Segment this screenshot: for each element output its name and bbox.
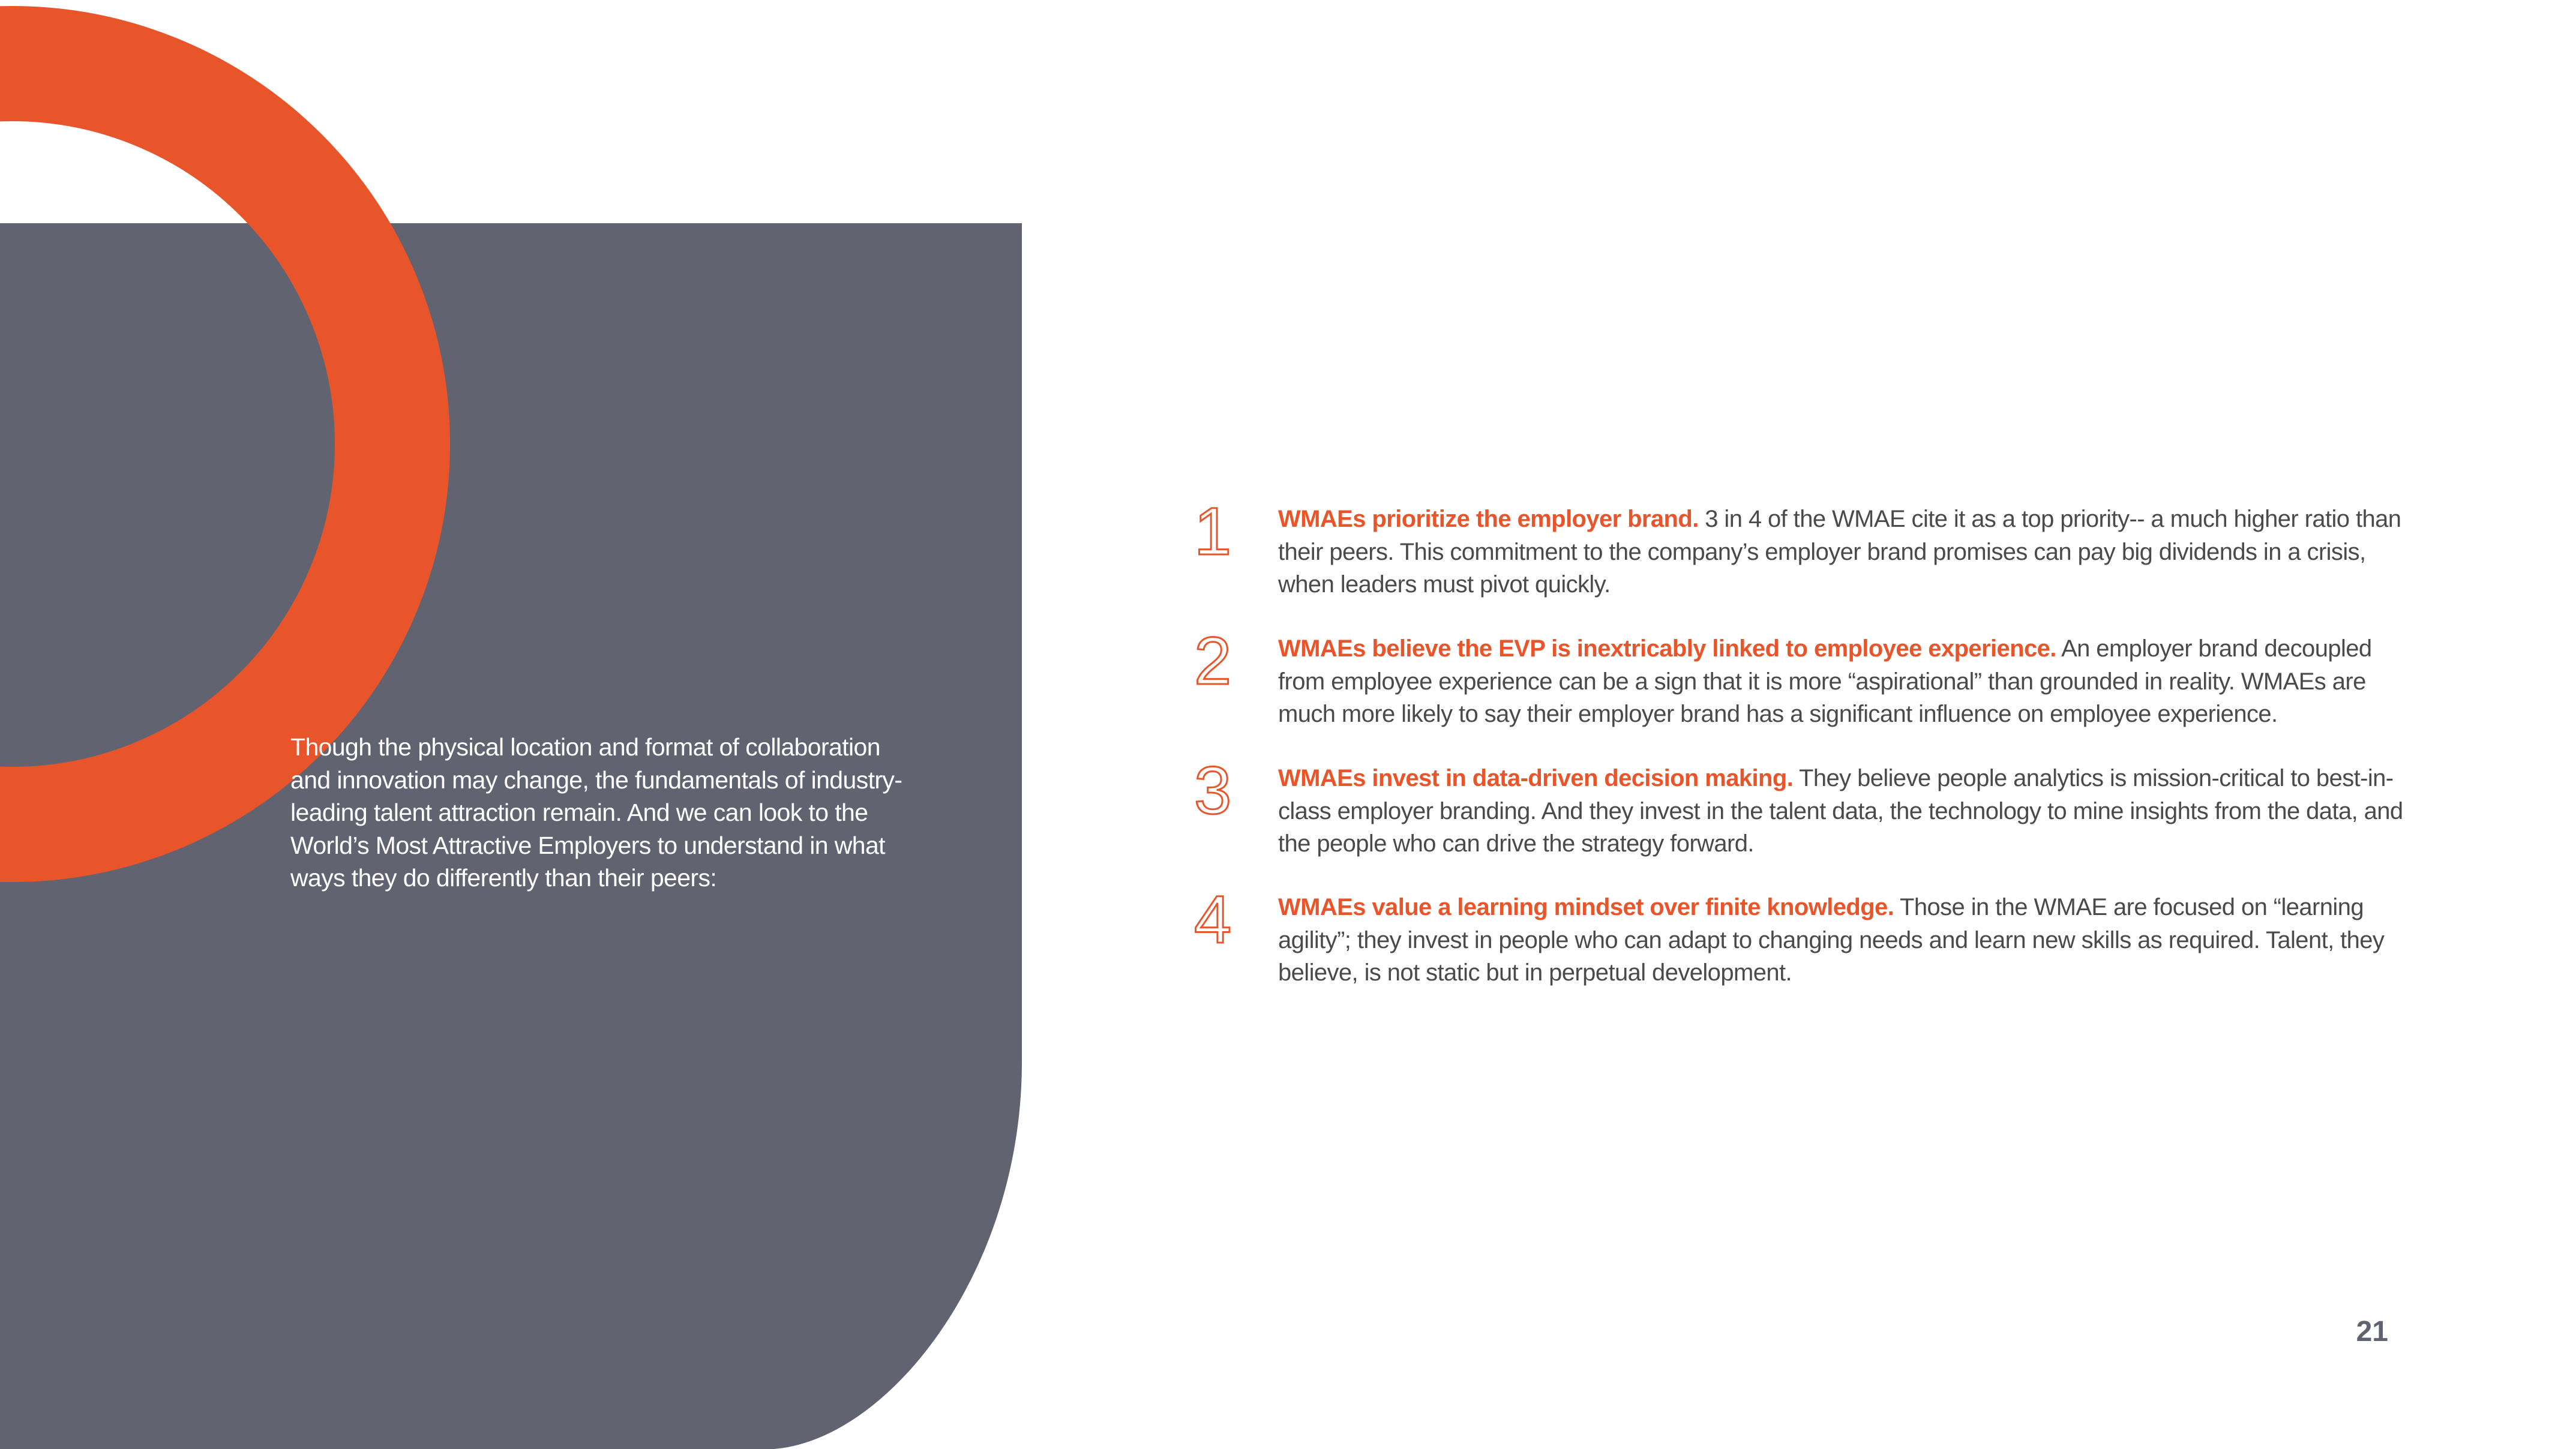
item-text [1278, 503, 2406, 601]
item-body: They believe people analytics is mission-critical to best-in-class employer branding. And they invest in the talent data, the technology to mine insights from the data, and the people who can drive the strategy forward. [1278, 765, 2403, 857]
item-body: An employer brand decoupled from employee experience can be a sign that it is more “aspirational” than grounded in reality. WMAEs are much more likely to say their employer brand has a significant influence on employee experience. [1278, 635, 2372, 727]
page-number: 21 [2356, 1316, 2388, 1348]
intro-text: Though the physical location and format of collaboration and innovation may change, the fundamentals of industry-leading talent attraction remain. And we can look to the World’s Most Attractive Employers to understand in what ways they do differently than their peers: [290, 733, 902, 892]
item-number: 1 [1194, 494, 1232, 569]
item-lead: WMAEs prioritize the employer brand. [1278, 506, 1699, 532]
item-lead: WMAEs believe the EVP is inextricably linked to employee experience. [1278, 635, 2056, 662]
item-body: 3 in 4 of the WMAE cite it as a top priority-- a much higher ratio than their peers. This commitment to the company’s employer brand promises can pay big dividends in a crisis, when leaders must pivot quickly. [1278, 506, 2401, 598]
item-lead: WMAEs invest in data-driven decision making. [1278, 765, 1794, 791]
item-lead: WMAEs value a learning mindset over finite knowledge. [1278, 894, 1894, 920]
item-text [1278, 632, 2406, 731]
item-number: 4 [1194, 882, 1232, 957]
item-number: 3 [1194, 753, 1232, 828]
item-body: Those in the WMAE are focused on “learning agility”; they invest in people who can adapt to changing needs and learn new skills as required. Talent, they believe, is not static but in perpetual development. [1278, 894, 2385, 986]
item-number: 2 [1194, 623, 1232, 698]
item-text [1278, 762, 2406, 860]
item-text [1278, 891, 2406, 989]
